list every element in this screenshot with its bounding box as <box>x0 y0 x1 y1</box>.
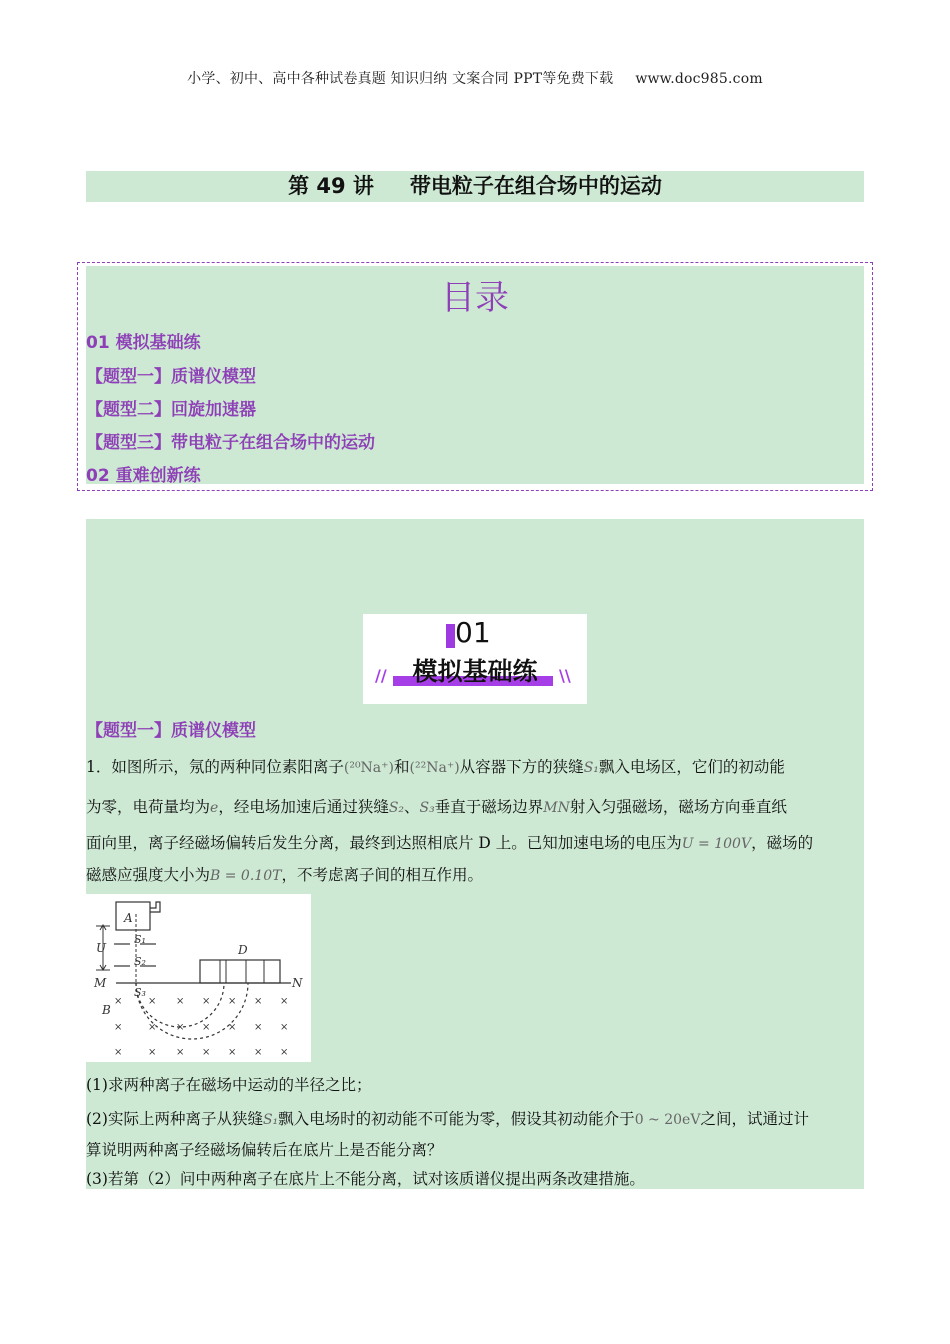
question-text: 射入匀强磁场，磁场方向垂直纸 <box>569 798 787 816</box>
energy-range: 0 ~ 20eV <box>634 1112 701 1128</box>
label-d: D <box>238 943 248 957</box>
badge-label: 模拟基础练 <box>412 657 538 686</box>
slit-s1: S₁ <box>583 760 599 776</box>
question-text: (2)实际上两种离子从狭缝 <box>86 1110 263 1128</box>
lecture-topic: 带电粒子在组合场中的运动 <box>409 174 662 198</box>
sub-question-2 <box>86 1103 864 1137</box>
mass-spectrometer-diagram <box>86 894 311 1062</box>
svg-text:×: × <box>254 1022 263 1033</box>
field-value: B = 0.10T <box>210 868 282 884</box>
svg-text:×: × <box>148 996 157 1007</box>
svg-text:×: × <box>148 1047 157 1058</box>
header-text: 小学、初中、高中各种试卷真题 知识归纳 文案合同 PPT等免费下载 <box>187 71 614 87</box>
toc-item[interactable]: 02 重难创新练 <box>86 466 201 486</box>
toc-item[interactable]: 【题型三】带电粒子在组合场中的运动 <box>86 433 375 453</box>
svg-text:×: × <box>254 996 263 1007</box>
label-s1: S₁ <box>134 933 146 946</box>
question-text: ，经电场加速后通过狭缝 <box>218 798 389 816</box>
svg-text:×: × <box>176 996 185 1007</box>
svg-text:×: × <box>202 1047 211 1058</box>
sub-question-2-cont: 算说明两种离子经磁场偏转后在底片上是否能分离？ <box>86 1141 443 1159</box>
question-text: ，不考虑离子间的相互作用。 <box>281 866 483 884</box>
label-m: M <box>94 976 107 990</box>
table-of-contents <box>77 262 873 491</box>
lecture-title <box>86 171 864 202</box>
toc-panel <box>86 266 864 484</box>
slit-s1: S₁ <box>262 1112 279 1128</box>
label-u: U <box>96 941 107 955</box>
svg-text:×: × <box>176 1047 185 1058</box>
question-text: 1．如图所示，氖的两种同位素阳离子 <box>86 758 344 776</box>
boundary-mn: MN <box>543 800 570 816</box>
page-header <box>0 68 950 88</box>
svg-text:×: × <box>228 1022 237 1033</box>
question-text: 飘入电场区，它们的初动能 <box>598 758 785 776</box>
svg-text:×: × <box>280 996 289 1007</box>
sub-question-3: (3)若第（2）问中两种离子在底片上不能分离，试对该质谱仪提出两条改建措施。 <box>86 1170 645 1188</box>
section-badge <box>363 614 587 704</box>
question-text: 之间，试通过计 <box>700 1110 809 1128</box>
ion-22: (²²Na⁺) <box>409 760 460 776</box>
question-text: ，磁场的 <box>751 834 814 852</box>
badge-slash-left: // <box>375 666 387 685</box>
question-text: 从容器下方的狭缝 <box>459 758 584 776</box>
question-text: 、 <box>404 798 420 816</box>
svg-text:×: × <box>228 996 237 1007</box>
badge-number: 01 <box>455 616 491 649</box>
ion-20: (²⁰Na⁺) <box>343 760 395 776</box>
slit-s2: S₂ <box>388 800 405 816</box>
label-n: N <box>292 976 303 990</box>
badge-accent <box>446 624 455 648</box>
question-text: 磁感应强度大小为 <box>86 866 211 884</box>
toc-item[interactable]: 01 模拟基础练 <box>86 333 201 353</box>
section-basic-practice <box>86 519 864 1189</box>
label-s3: S₃ <box>134 986 146 999</box>
svg-text:×: × <box>114 1022 123 1033</box>
question-text: 为零，电荷量均为 <box>86 798 211 816</box>
sub-question-1: (1)求两种离子在磁场中运动的半径之比； <box>86 1076 372 1094</box>
toc-item[interactable]: 【题型二】回旋加速器 <box>86 400 256 420</box>
label-b: B <box>102 1003 111 1017</box>
label-a: A <box>124 911 133 925</box>
badge-slash-right: \\ <box>559 666 571 685</box>
svg-text:×: × <box>114 1047 123 1058</box>
svg-text:×: × <box>114 996 123 1007</box>
question-text: 飘入电场时的初动能不可能为零，假设其初动能介于 <box>278 1110 635 1128</box>
label-s2: S₂ <box>134 955 146 968</box>
svg-text:×: × <box>228 1047 237 1058</box>
voltage-value: U = 100V <box>681 836 752 852</box>
header-url[interactable]: www.doc985.com <box>635 71 763 87</box>
charge-e: e <box>210 800 219 816</box>
svg-text:×: × <box>280 1047 289 1058</box>
toc-item[interactable]: 【题型一】质谱仪模型 <box>86 367 256 387</box>
svg-text:×: × <box>176 1022 185 1033</box>
svg-text:×: × <box>202 996 211 1007</box>
lecture-number: 第 49 讲 <box>288 174 374 198</box>
question-text: 面向里，离子经磁场偏转后发生分离，最终到达照相底片 D 上。已知加速电场的电压为 <box>86 834 682 852</box>
question-type-heading: 【题型一】质谱仪模型 <box>86 721 256 741</box>
mass-spectrometer-figure <box>86 894 311 1062</box>
question-text: 垂直于磁场边界 <box>434 798 544 816</box>
question-line-1 <box>86 749 864 787</box>
question-line-4 <box>86 857 864 895</box>
slit-s3: S₃ <box>419 800 435 816</box>
toc-title: 目录 <box>441 278 509 318</box>
question-text: 和 <box>394 758 410 776</box>
question-line-2 <box>86 789 864 827</box>
svg-text:×: × <box>202 1022 211 1033</box>
svg-text:×: × <box>280 1022 289 1033</box>
svg-text:×: × <box>148 1022 157 1033</box>
svg-text:×: × <box>254 1047 263 1058</box>
